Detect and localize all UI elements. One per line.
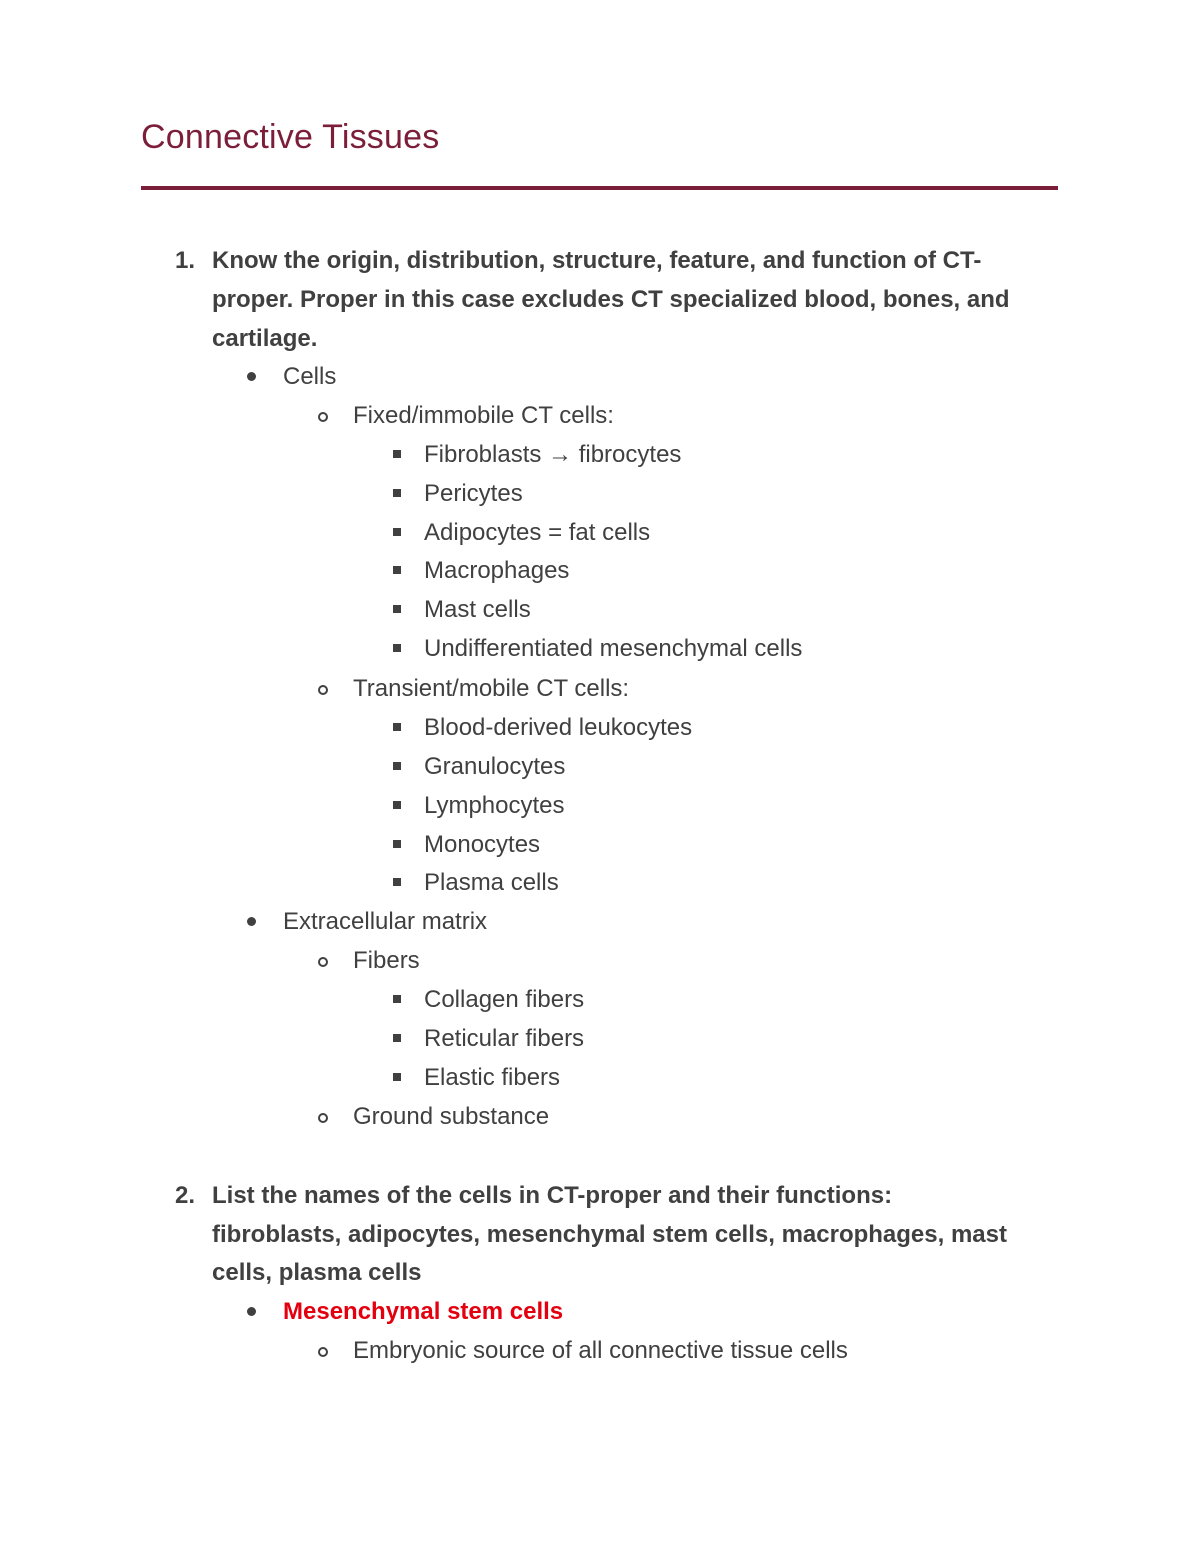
bullet-circle-icon bbox=[318, 1113, 328, 1123]
bullet-disc-icon bbox=[247, 917, 256, 926]
bullet-square-icon bbox=[393, 840, 401, 848]
bullet-circle-icon bbox=[318, 1347, 328, 1357]
bullet-square-icon bbox=[393, 1034, 401, 1042]
msc-description: Embryonic source of all connective tissue cells bbox=[353, 1337, 848, 1364]
q2-line-2: fibroblasts, adipocytes, mesenchymal stem cells, macrophages, mast bbox=[212, 1221, 1007, 1248]
bullet-disc-icon bbox=[247, 372, 256, 381]
bullet-circle-icon bbox=[318, 957, 328, 967]
q1-line-2: proper. Proper in this case excludes CT specialized blood, bones, and bbox=[212, 286, 1010, 313]
bullet-square-icon bbox=[393, 878, 401, 886]
list-item-fixed-3: Adipocytes = fat cells bbox=[424, 519, 651, 546]
list-item-fixed-6: Undifferentiated mesenchymal cells bbox=[424, 635, 803, 662]
bullet-square-icon bbox=[393, 644, 401, 652]
q2-number: 2. bbox=[175, 1182, 196, 1209]
bullet-square-icon bbox=[393, 762, 401, 770]
list-item-fixed-label: Fixed/immobile CT cells: bbox=[353, 402, 614, 429]
list-item-fiber-1: Collagen fibers bbox=[424, 986, 585, 1013]
q2-line-1: List the names of the cells in CT-proper and their functions: bbox=[212, 1182, 893, 1209]
list-item-fibers-label: Fibers bbox=[353, 947, 420, 974]
list-item-transient-label: Transient/mobile CT cells: bbox=[353, 675, 630, 702]
bullet-square-icon bbox=[393, 528, 401, 536]
list-item-ecm: Extracellular matrix bbox=[283, 908, 488, 935]
bullet-disc-icon bbox=[247, 1307, 256, 1316]
list-item-cells: Cells bbox=[283, 363, 337, 390]
bullet-square-icon bbox=[393, 723, 401, 731]
list-item-transient-1: Blood-derived leukocytes bbox=[424, 714, 693, 741]
list-item-fixed-2: Pericytes bbox=[424, 480, 523, 507]
msc-heading: Mesenchymal stem cells bbox=[283, 1298, 564, 1325]
q2-line-3: cells, plasma cells bbox=[212, 1259, 422, 1286]
list-item-fixed-1: Fibroblasts → fibrocytes bbox=[424, 441, 682, 468]
bullet-circle-icon bbox=[318, 412, 328, 422]
bullet-square-icon bbox=[393, 489, 401, 497]
q1-line-3: cartilage. bbox=[212, 325, 318, 352]
bullet-square-icon bbox=[393, 995, 401, 1003]
list-item-transient-2: Granulocytes bbox=[424, 753, 566, 780]
title-divider bbox=[141, 186, 1058, 190]
q1-number: 1. bbox=[175, 247, 196, 274]
bullet-square-icon bbox=[393, 801, 401, 809]
q1-line-1: Know the origin, distribution, structure, feature, and function of CT- bbox=[212, 247, 982, 274]
list-item-fixed-4: Macrophages bbox=[424, 557, 570, 584]
bullet-circle-icon bbox=[318, 685, 328, 695]
bullet-square-icon bbox=[393, 450, 401, 458]
bullet-square-icon bbox=[393, 566, 401, 574]
list-item-transient-3: Lymphocytes bbox=[424, 792, 565, 819]
list-item-transient-5: Plasma cells bbox=[424, 869, 559, 896]
list-item-fiber-3: Elastic fibers bbox=[424, 1064, 561, 1091]
list-item-transient-4: Monocytes bbox=[424, 831, 541, 858]
bullet-square-icon bbox=[393, 605, 401, 613]
list-item-fiber-2: Reticular fibers bbox=[424, 1025, 585, 1052]
bullet-square-icon bbox=[393, 1073, 401, 1081]
list-item-ground: Ground substance bbox=[353, 1103, 550, 1130]
page-title: Connective Tissues bbox=[141, 118, 440, 156]
list-item-fixed-5: Mast cells bbox=[424, 596, 531, 623]
